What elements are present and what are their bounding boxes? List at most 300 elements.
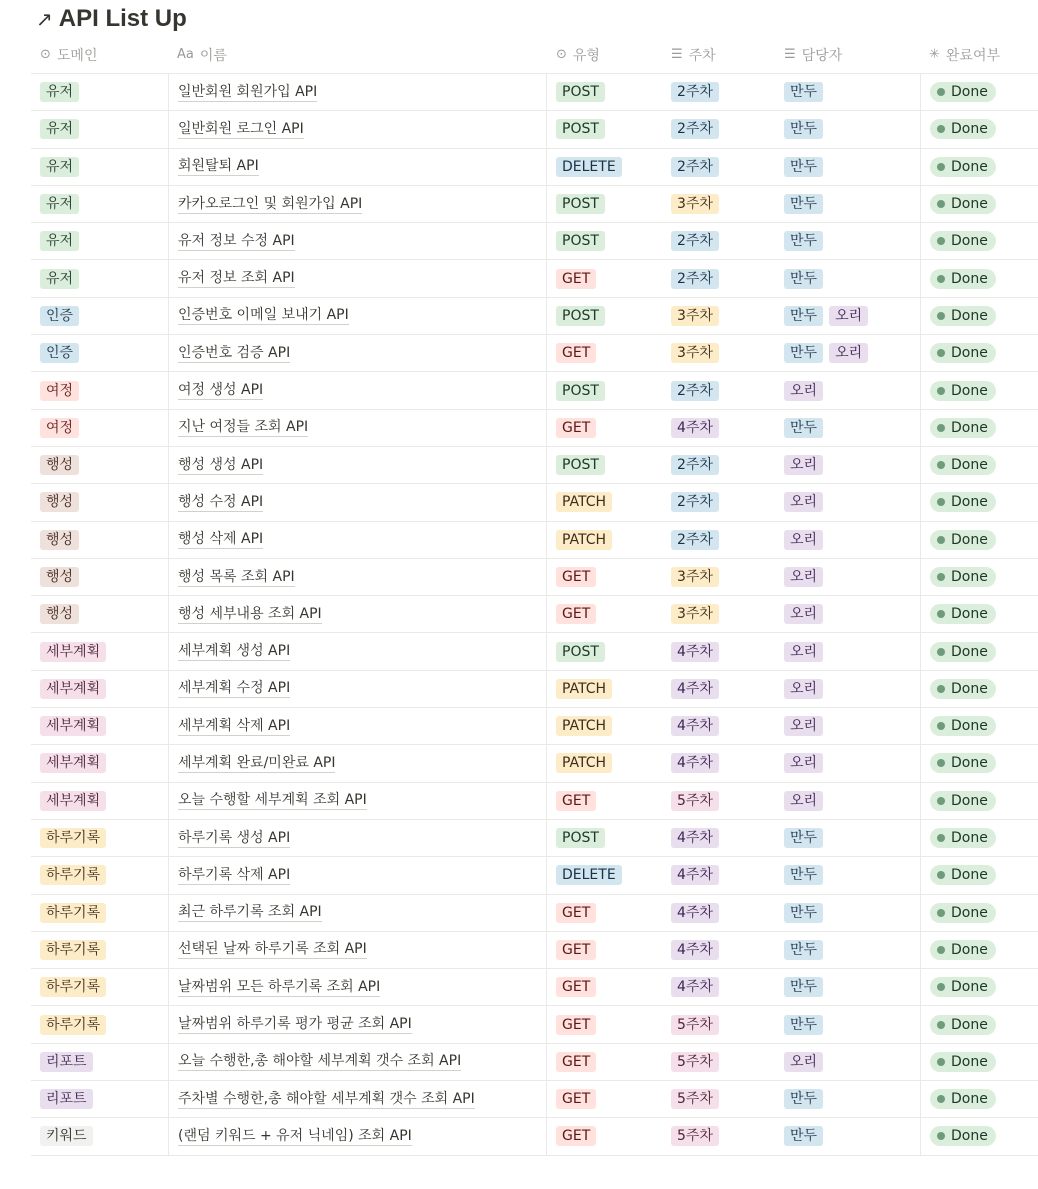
owner-cell[interactable] bbox=[775, 111, 920, 147]
type-tag: POST bbox=[556, 381, 605, 401]
owner-cell[interactable] bbox=[775, 1118, 920, 1154]
domain-cell[interactable] bbox=[31, 1006, 168, 1042]
type-cell[interactable] bbox=[547, 1118, 662, 1154]
status-cell[interactable] bbox=[920, 372, 1038, 408]
owner-cell[interactable] bbox=[775, 783, 920, 819]
name-cell[interactable] bbox=[168, 298, 547, 334]
status-badge bbox=[930, 828, 996, 848]
api-name-link[interactable]: 인증번호 이메일 보내기 API bbox=[178, 307, 349, 324]
owner-tag: 만두 bbox=[784, 269, 823, 289]
owner-cell[interactable] bbox=[775, 298, 920, 334]
type-cell[interactable] bbox=[547, 708, 662, 744]
week-cell[interactable] bbox=[662, 186, 775, 222]
domain-tag: 유저 bbox=[40, 119, 79, 139]
week-cell[interactable] bbox=[662, 1044, 775, 1080]
type-cell[interactable] bbox=[547, 895, 662, 931]
type-cell[interactable] bbox=[547, 149, 662, 185]
status-badge bbox=[930, 791, 996, 811]
week-cell[interactable] bbox=[662, 447, 775, 483]
owner-cell[interactable] bbox=[775, 671, 920, 707]
owner-tag: 만두 bbox=[784, 1126, 823, 1146]
status-cell[interactable] bbox=[920, 223, 1038, 259]
week-cell[interactable] bbox=[662, 149, 775, 185]
column-header-owner[interactable] bbox=[775, 36, 920, 73]
api-name-link[interactable]: 주차별 수행한,총 해야할 세부계획 갯수 조회 API bbox=[178, 1090, 475, 1107]
name-cell[interactable] bbox=[168, 895, 547, 931]
column-header-status[interactable] bbox=[920, 36, 1038, 73]
name-cell[interactable] bbox=[168, 372, 547, 408]
table-row[interactable] bbox=[31, 596, 1038, 633]
owner-cell[interactable] bbox=[775, 410, 920, 446]
name-cell[interactable] bbox=[168, 410, 547, 446]
api-name-link[interactable]: 선택된 날짜 하루기록 조회 API bbox=[178, 941, 367, 958]
name-cell[interactable] bbox=[168, 857, 547, 893]
status-cell[interactable] bbox=[920, 522, 1038, 558]
name-cell[interactable] bbox=[168, 596, 547, 632]
domain-tag: 하루기록 bbox=[40, 1015, 106, 1035]
type-cell[interactable] bbox=[547, 783, 662, 819]
table-row[interactable] bbox=[31, 857, 1038, 894]
status-cell[interactable] bbox=[920, 186, 1038, 222]
domain-cell[interactable] bbox=[31, 335, 168, 371]
week-tag: 2주차 bbox=[671, 119, 719, 139]
type-tag: GET bbox=[556, 418, 596, 438]
owner-cell[interactable] bbox=[775, 857, 920, 893]
type-tag: GET bbox=[556, 977, 596, 997]
status-label: Done bbox=[951, 718, 988, 735]
week-tag: 2주차 bbox=[671, 82, 719, 102]
name-cell[interactable] bbox=[168, 1044, 547, 1080]
domain-cell[interactable] bbox=[31, 149, 168, 185]
domain-cell[interactable] bbox=[31, 372, 168, 408]
domain-cell[interactable] bbox=[31, 260, 168, 296]
status-label: Done bbox=[951, 531, 988, 548]
table-row[interactable] bbox=[31, 335, 1038, 372]
type-cell[interactable] bbox=[547, 1006, 662, 1042]
status-cell[interactable] bbox=[920, 708, 1038, 744]
owner-cell[interactable] bbox=[775, 745, 920, 781]
domain-cell[interactable] bbox=[31, 484, 168, 520]
name-cell[interactable] bbox=[168, 671, 547, 707]
domain-cell[interactable] bbox=[31, 410, 168, 446]
status-dot-icon bbox=[937, 1021, 945, 1029]
type-cell[interactable] bbox=[547, 932, 662, 968]
table-row[interactable] bbox=[31, 1006, 1038, 1043]
api-name-link[interactable]: 카카오로그인 및 회원가입 API bbox=[178, 195, 363, 212]
domain-tag: 세부계획 bbox=[40, 642, 106, 662]
api-name-link[interactable]: 세부계획 삭제 API bbox=[178, 717, 291, 734]
type-cell[interactable] bbox=[547, 298, 662, 334]
week-cell[interactable] bbox=[662, 895, 775, 931]
type-cell[interactable] bbox=[547, 745, 662, 781]
type-cell[interactable] bbox=[547, 410, 662, 446]
table-row[interactable] bbox=[31, 895, 1038, 932]
name-cell[interactable] bbox=[168, 932, 547, 968]
status-cell[interactable] bbox=[920, 74, 1038, 110]
status-cell[interactable] bbox=[920, 671, 1038, 707]
status-cell[interactable] bbox=[920, 857, 1038, 893]
owner-cell[interactable] bbox=[775, 559, 920, 595]
api-name-link[interactable]: 행성 삭제 API bbox=[178, 531, 264, 548]
domain-cell[interactable] bbox=[31, 633, 168, 669]
week-cell[interactable] bbox=[662, 111, 775, 147]
name-cell[interactable] bbox=[168, 1081, 547, 1117]
status-label: Done bbox=[951, 84, 988, 101]
type-cell[interactable] bbox=[547, 1044, 662, 1080]
owner-cell[interactable] bbox=[775, 149, 920, 185]
domain-cell[interactable] bbox=[31, 298, 168, 334]
api-name-link[interactable]: 행성 생성 API bbox=[178, 456, 264, 473]
owner-cell[interactable] bbox=[775, 484, 920, 520]
domain-cell[interactable] bbox=[31, 74, 168, 110]
status-dot-icon bbox=[937, 1132, 945, 1140]
type-cell[interactable] bbox=[547, 1081, 662, 1117]
table-row[interactable] bbox=[31, 372, 1038, 409]
type-cell[interactable] bbox=[547, 372, 662, 408]
status-cell[interactable] bbox=[920, 149, 1038, 185]
column-header-week[interactable] bbox=[662, 36, 775, 73]
domain-cell[interactable] bbox=[31, 223, 168, 259]
type-tag: POST bbox=[556, 119, 605, 139]
status-cell[interactable] bbox=[920, 260, 1038, 296]
week-cell[interactable] bbox=[662, 633, 775, 669]
status-badge bbox=[930, 1126, 996, 1146]
page-title bbox=[36, 4, 187, 34]
owner-cell[interactable] bbox=[775, 1006, 920, 1042]
owner-cell[interactable] bbox=[775, 522, 920, 558]
owner-cell[interactable] bbox=[775, 335, 920, 371]
status-label: Done bbox=[951, 494, 988, 511]
table-row[interactable] bbox=[31, 484, 1038, 521]
name-cell[interactable] bbox=[168, 559, 547, 595]
table-row[interactable] bbox=[31, 186, 1038, 223]
api-name-link[interactable]: 최근 하루기록 조회 API bbox=[178, 904, 322, 921]
type-cell[interactable] bbox=[547, 671, 662, 707]
domain-cell[interactable] bbox=[31, 671, 168, 707]
domain-tag: 유저 bbox=[40, 194, 79, 214]
week-cell[interactable] bbox=[662, 74, 775, 110]
week-cell[interactable] bbox=[662, 484, 775, 520]
api-name-link[interactable]: 오늘 수행할 세부계획 조회 API bbox=[178, 792, 367, 809]
name-cell[interactable] bbox=[168, 1006, 547, 1042]
api-name-link[interactable]: 행성 세부내용 조회 API bbox=[178, 605, 322, 622]
table-row[interactable] bbox=[31, 149, 1038, 186]
table-row[interactable] bbox=[31, 1081, 1038, 1118]
status-dot-icon bbox=[937, 610, 945, 618]
column-header-type[interactable] bbox=[547, 36, 662, 73]
week-tag: 2주차 bbox=[671, 157, 719, 177]
status-dot-icon bbox=[937, 685, 945, 693]
owner-cell[interactable] bbox=[775, 633, 920, 669]
owner-cell[interactable] bbox=[775, 708, 920, 744]
name-cell[interactable] bbox=[168, 335, 547, 371]
table-row[interactable] bbox=[31, 410, 1038, 447]
status-cell[interactable] bbox=[920, 820, 1038, 856]
week-cell[interactable] bbox=[662, 708, 775, 744]
status-cell[interactable] bbox=[920, 1081, 1038, 1117]
week-cell[interactable] bbox=[662, 223, 775, 259]
owner-cell[interactable] bbox=[775, 186, 920, 222]
api-name-link[interactable]: 일반회원 로그인 API bbox=[178, 120, 304, 137]
api-name-link[interactable]: (랜덤 키워드 + 유저 닉네임) 조회 API bbox=[178, 1127, 412, 1144]
owner-cell[interactable] bbox=[775, 447, 920, 483]
name-cell[interactable] bbox=[168, 74, 547, 110]
week-cell[interactable] bbox=[662, 820, 775, 856]
table-header bbox=[31, 36, 1038, 74]
table-row[interactable] bbox=[31, 298, 1038, 335]
week-cell[interactable] bbox=[662, 1118, 775, 1154]
name-cell[interactable] bbox=[168, 260, 547, 296]
status-dot-icon bbox=[937, 237, 945, 245]
status-label: Done bbox=[951, 606, 988, 623]
name-cell[interactable] bbox=[168, 223, 547, 259]
domain-cell[interactable] bbox=[31, 1044, 168, 1080]
api-name-link[interactable]: 회원탈퇴 API bbox=[178, 158, 259, 175]
api-name-link[interactable]: 세부계획 완료/미완료 API bbox=[178, 754, 336, 771]
owner-cell[interactable] bbox=[775, 932, 920, 968]
week-cell[interactable] bbox=[662, 857, 775, 893]
domain-cell[interactable] bbox=[31, 820, 168, 856]
status-cell[interactable] bbox=[920, 895, 1038, 931]
status-cell[interactable] bbox=[920, 596, 1038, 632]
status-cell[interactable] bbox=[920, 783, 1038, 819]
table-row[interactable] bbox=[31, 111, 1038, 148]
table-row[interactable] bbox=[31, 969, 1038, 1006]
column-header-name[interactable] bbox=[168, 36, 547, 73]
table-row[interactable] bbox=[31, 708, 1038, 745]
week-cell[interactable] bbox=[662, 1081, 775, 1117]
week-cell[interactable] bbox=[662, 671, 775, 707]
owner-cell[interactable] bbox=[775, 820, 920, 856]
type-cell[interactable] bbox=[547, 111, 662, 147]
table-row[interactable] bbox=[31, 671, 1038, 708]
week-cell[interactable] bbox=[662, 522, 775, 558]
status-dot-icon bbox=[937, 424, 945, 432]
api-name-link[interactable]: 세부계획 수정 API bbox=[178, 680, 291, 697]
name-cell[interactable] bbox=[168, 522, 547, 558]
table-row[interactable] bbox=[31, 1044, 1038, 1081]
status-badge bbox=[930, 716, 996, 736]
type-tag: DELETE bbox=[556, 157, 622, 177]
table-row[interactable] bbox=[31, 74, 1038, 111]
domain-tag: 행성 bbox=[40, 567, 79, 587]
status-cell[interactable] bbox=[920, 969, 1038, 1005]
api-name-link[interactable]: 날짜범위 모든 하루기록 조회 API bbox=[178, 978, 381, 995]
status-icon: ✳ bbox=[929, 47, 940, 62]
owner-cell[interactable] bbox=[775, 74, 920, 110]
name-cell[interactable] bbox=[168, 111, 547, 147]
table-row[interactable] bbox=[31, 559, 1038, 596]
domain-cell[interactable] bbox=[31, 522, 168, 558]
status-cell[interactable] bbox=[920, 559, 1038, 595]
domain-cell[interactable] bbox=[31, 186, 168, 222]
week-cell[interactable] bbox=[662, 745, 775, 781]
api-name-link[interactable]: 인증번호 검증 API bbox=[178, 344, 291, 361]
week-cell[interactable] bbox=[662, 410, 775, 446]
api-name-link[interactable]: 오늘 수행한,총 해야할 세부계획 갯수 조회 API bbox=[178, 1053, 462, 1070]
table-row[interactable] bbox=[31, 260, 1038, 297]
name-cell[interactable] bbox=[168, 447, 547, 483]
name-cell[interactable] bbox=[168, 484, 547, 520]
column-label: 유형 bbox=[572, 47, 600, 64]
domain-cell[interactable] bbox=[31, 783, 168, 819]
api-name-link[interactable]: 하루기록 삭제 API bbox=[178, 866, 291, 883]
type-cell[interactable] bbox=[547, 484, 662, 520]
type-cell[interactable] bbox=[547, 596, 662, 632]
api-name-link[interactable]: 행성 목록 조회 API bbox=[178, 568, 295, 585]
type-tag: POST bbox=[556, 194, 605, 214]
owner-cell[interactable] bbox=[775, 969, 920, 1005]
column-label: 주차 bbox=[688, 47, 716, 64]
domain-cell[interactable] bbox=[31, 895, 168, 931]
table-row[interactable] bbox=[31, 633, 1038, 670]
type-cell[interactable] bbox=[547, 186, 662, 222]
week-cell[interactable] bbox=[662, 559, 775, 595]
week-cell[interactable] bbox=[662, 932, 775, 968]
owner-cell[interactable] bbox=[775, 596, 920, 632]
domain-cell[interactable] bbox=[31, 447, 168, 483]
status-cell[interactable] bbox=[920, 1006, 1038, 1042]
week-cell[interactable] bbox=[662, 372, 775, 408]
week-cell[interactable] bbox=[662, 1006, 775, 1042]
type-cell[interactable] bbox=[547, 522, 662, 558]
owner-cell[interactable] bbox=[775, 1081, 920, 1117]
type-tag: GET bbox=[556, 1052, 596, 1072]
table-row[interactable] bbox=[31, 932, 1038, 969]
status-cell[interactable] bbox=[920, 745, 1038, 781]
domain-cell[interactable] bbox=[31, 559, 168, 595]
owner-tag: 오리 bbox=[784, 791, 823, 811]
owner-cell[interactable] bbox=[775, 1044, 920, 1080]
week-cell[interactable] bbox=[662, 260, 775, 296]
status-badge bbox=[930, 492, 996, 512]
type-cell[interactable] bbox=[547, 820, 662, 856]
multi-select-icon: ☰ bbox=[671, 47, 683, 62]
week-tag: 5주차 bbox=[671, 1015, 719, 1035]
type-cell[interactable] bbox=[547, 335, 662, 371]
type-cell[interactable] bbox=[547, 857, 662, 893]
domain-cell[interactable] bbox=[31, 932, 168, 968]
status-cell[interactable] bbox=[920, 335, 1038, 371]
domain-cell[interactable] bbox=[31, 857, 168, 893]
week-tag: 4주차 bbox=[671, 716, 719, 736]
domain-cell[interactable] bbox=[31, 969, 168, 1005]
owner-cell[interactable] bbox=[775, 895, 920, 931]
domain-tag: 세부계획 bbox=[40, 679, 106, 699]
domain-cell[interactable] bbox=[31, 708, 168, 744]
owner-cell[interactable] bbox=[775, 223, 920, 259]
status-cell[interactable] bbox=[920, 298, 1038, 334]
domain-cell[interactable] bbox=[31, 1081, 168, 1117]
status-label: Done bbox=[951, 1016, 988, 1033]
status-cell[interactable] bbox=[920, 484, 1038, 520]
status-label: Done bbox=[951, 643, 988, 660]
api-name-link[interactable]: 하루기록 생성 API bbox=[178, 829, 291, 846]
week-cell[interactable] bbox=[662, 335, 775, 371]
domain-cell[interactable] bbox=[31, 111, 168, 147]
table-row[interactable] bbox=[31, 820, 1038, 857]
api-name-link[interactable]: 일반회원 회원가입 API bbox=[178, 83, 318, 100]
name-cell[interactable] bbox=[168, 149, 547, 185]
week-cell[interactable] bbox=[662, 596, 775, 632]
owner-tag: 오리 bbox=[784, 753, 823, 773]
table-row[interactable] bbox=[31, 745, 1038, 782]
type-cell[interactable] bbox=[547, 74, 662, 110]
column-header-domain[interactable] bbox=[31, 36, 168, 73]
status-cell[interactable] bbox=[920, 633, 1038, 669]
api-name-link[interactable]: 여정 생성 API bbox=[178, 382, 264, 399]
status-cell[interactable] bbox=[920, 447, 1038, 483]
type-cell[interactable] bbox=[547, 633, 662, 669]
status-label: Done bbox=[951, 158, 988, 175]
api-name-link[interactable]: 지난 여정들 조회 API bbox=[178, 419, 309, 436]
name-cell[interactable] bbox=[168, 1118, 547, 1154]
type-cell[interactable] bbox=[547, 969, 662, 1005]
week-cell[interactable] bbox=[662, 783, 775, 819]
status-dot-icon bbox=[937, 946, 945, 954]
owner-cell[interactable] bbox=[775, 260, 920, 296]
owner-cell[interactable] bbox=[775, 372, 920, 408]
table-row[interactable] bbox=[31, 522, 1038, 559]
type-tag: POST bbox=[556, 82, 605, 102]
status-dot-icon bbox=[937, 312, 945, 320]
domain-tag: 하루기록 bbox=[40, 903, 106, 923]
week-tag: 4주차 bbox=[671, 977, 719, 997]
status-label: Done bbox=[951, 233, 988, 250]
status-badge bbox=[930, 119, 996, 139]
status-label: Done bbox=[951, 941, 988, 958]
name-cell[interactable] bbox=[168, 783, 547, 819]
week-cell[interactable] bbox=[662, 969, 775, 1005]
name-cell[interactable] bbox=[168, 186, 547, 222]
status-cell[interactable] bbox=[920, 1044, 1038, 1080]
domain-cell[interactable] bbox=[31, 596, 168, 632]
week-cell[interactable] bbox=[662, 298, 775, 334]
table-row[interactable] bbox=[31, 783, 1038, 820]
domain-cell[interactable] bbox=[31, 1118, 168, 1154]
status-cell[interactable] bbox=[920, 410, 1038, 446]
status-label: Done bbox=[951, 680, 988, 697]
type-cell[interactable] bbox=[547, 260, 662, 296]
name-cell[interactable] bbox=[168, 969, 547, 1005]
week-tag: 2주차 bbox=[671, 455, 719, 475]
domain-cell[interactable] bbox=[31, 745, 168, 781]
status-cell[interactable] bbox=[920, 1118, 1038, 1154]
status-cell[interactable] bbox=[920, 932, 1038, 968]
api-name-link[interactable]: 행성 수정 API bbox=[178, 493, 264, 510]
status-dot-icon bbox=[937, 387, 945, 395]
table-row[interactable] bbox=[31, 1118, 1038, 1155]
week-tag: 3주차 bbox=[671, 567, 719, 587]
status-cell[interactable] bbox=[920, 111, 1038, 147]
name-cell[interactable] bbox=[168, 745, 547, 781]
api-name-link[interactable]: 세부계획 생성 API bbox=[178, 643, 291, 660]
name-cell[interactable] bbox=[168, 708, 547, 744]
table-row[interactable] bbox=[31, 223, 1038, 260]
name-cell[interactable] bbox=[168, 633, 547, 669]
table-row[interactable] bbox=[31, 447, 1038, 484]
name-cell[interactable] bbox=[168, 820, 547, 856]
api-name-link[interactable]: 날짜범위 하루기록 평가 평균 조회 API bbox=[178, 1016, 412, 1033]
api-name-link[interactable]: 유저 정보 수정 API bbox=[178, 232, 295, 249]
week-tag: 5주차 bbox=[671, 791, 719, 811]
select-icon: ⊙ bbox=[40, 47, 51, 62]
api-name-link[interactable]: 유저 정보 조회 API bbox=[178, 270, 295, 287]
type-cell[interactable] bbox=[547, 559, 662, 595]
type-cell[interactable] bbox=[547, 223, 662, 259]
type-cell[interactable] bbox=[547, 447, 662, 483]
type-tag: PATCH bbox=[556, 530, 612, 550]
